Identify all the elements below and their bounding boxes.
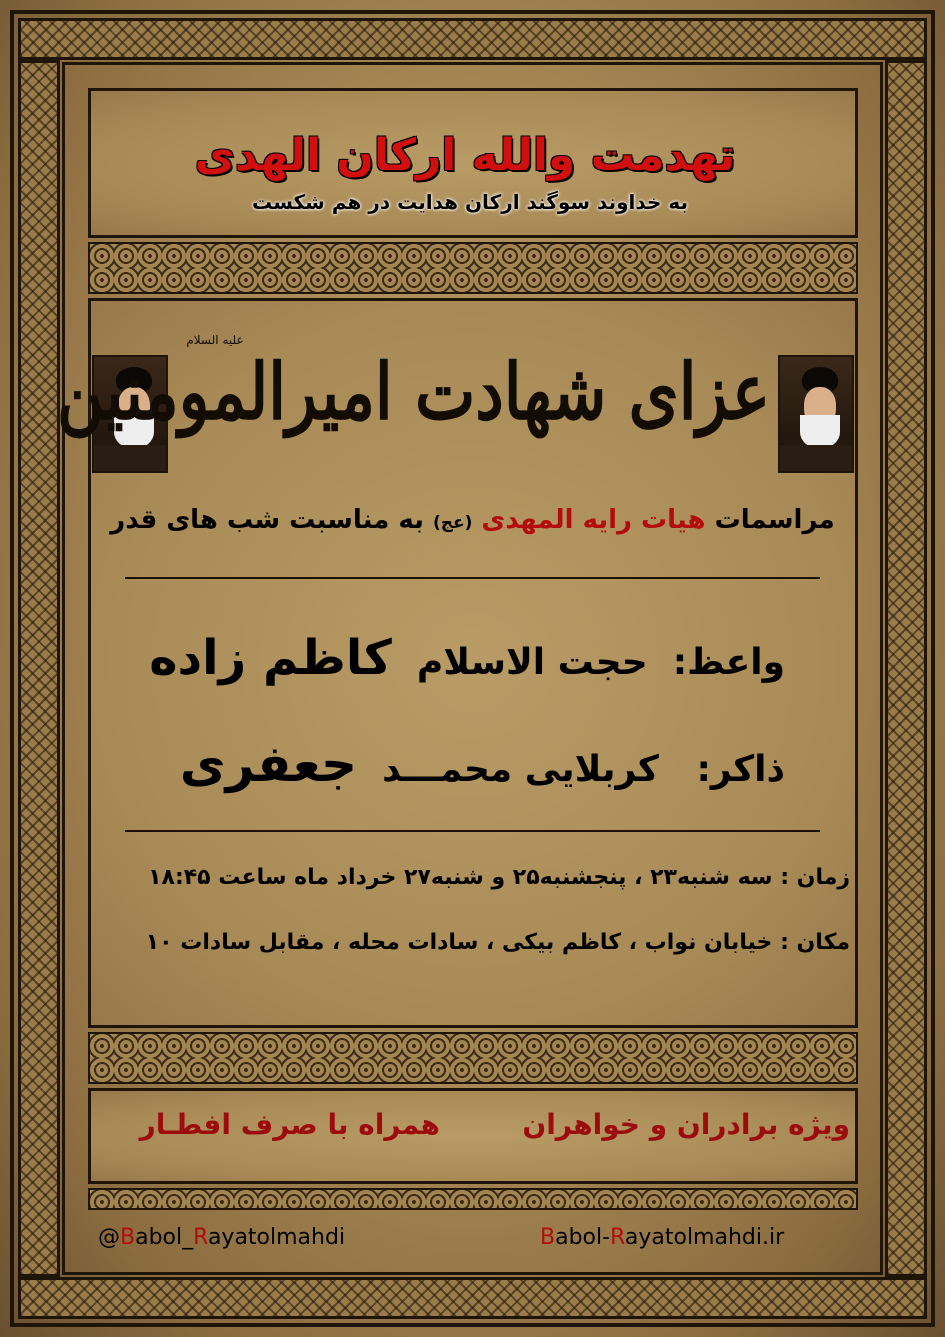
ceremony-abbrev: (عج)	[432, 513, 473, 533]
portrait-right	[778, 355, 854, 473]
site-r: R	[610, 1225, 625, 1250]
site-mid: abol-	[555, 1225, 611, 1250]
audience-text: ویژه برادران و خواهران	[522, 1108, 850, 1141]
ceremony-group: هیات رایه المهدی	[481, 505, 706, 535]
schedule-time: زمان : سه شنبه۲۳ ، پنجشنبه۲۵ و شنبه۲۷ خرداد ماه ساعت ۱۸:۴۵	[148, 865, 850, 890]
portrait-robe	[780, 445, 854, 473]
reciter-title: کربلایی محمـــد	[382, 749, 659, 790]
speaker-label: واعظ:	[672, 642, 785, 683]
portrait-beard	[800, 415, 840, 449]
honorific: علیه السلام	[186, 333, 244, 347]
reciter-name: جعفری	[179, 735, 358, 793]
ceremony-suffix: به مناسبت شب های قدر	[110, 505, 424, 535]
handle-r: R	[193, 1225, 208, 1250]
speaker-line	[149, 630, 785, 686]
speaker-name: کاظم زاده	[149, 630, 392, 686]
footer-ornament-row	[88, 1188, 858, 1210]
handle-mid: abol_	[135, 1225, 194, 1250]
divider-bottom	[125, 830, 820, 832]
divider-top	[125, 577, 820, 579]
site-end: ayatolmahdi.ir	[624, 1225, 785, 1250]
social-handle[interactable]	[98, 1225, 345, 1250]
ceremony-line	[110, 505, 835, 535]
right-ornament-band	[885, 60, 927, 1277]
handle-at: @	[98, 1225, 120, 1250]
upper-ornament-row	[88, 242, 858, 294]
ceremony-prefix: مراسمات	[714, 505, 835, 535]
site-b: B	[540, 1225, 556, 1250]
slogan-title: تهدمت والله ارکان الهدی	[194, 130, 736, 181]
meal-text: همراه با صرف افطـار	[139, 1108, 440, 1141]
left-ornament-band	[18, 60, 60, 1277]
lower-ornament-row	[88, 1032, 858, 1084]
event-title: عزای شهادت امیرالمومنین	[57, 347, 770, 438]
top-ornament-band	[18, 18, 927, 60]
website-link[interactable]	[540, 1225, 784, 1250]
bottom-ornament-band	[18, 1277, 927, 1319]
reciter-line	[160, 735, 785, 793]
schedule-place: مکان : خیابان نواب ، کاظم بیکی ، سادات محله ، مقابل سادات ۱۰	[145, 930, 850, 955]
slogan-subtitle: به خداوند سوگند ارکان هدایت در هم شکست	[252, 190, 688, 214]
speaker-title: حجت الاسلام	[416, 642, 648, 683]
portrait-robe	[94, 445, 168, 473]
handle-b: B	[120, 1225, 136, 1250]
handle-end: ayatolmahdi	[207, 1225, 346, 1250]
reciter-label: ذاکر:	[696, 749, 785, 790]
